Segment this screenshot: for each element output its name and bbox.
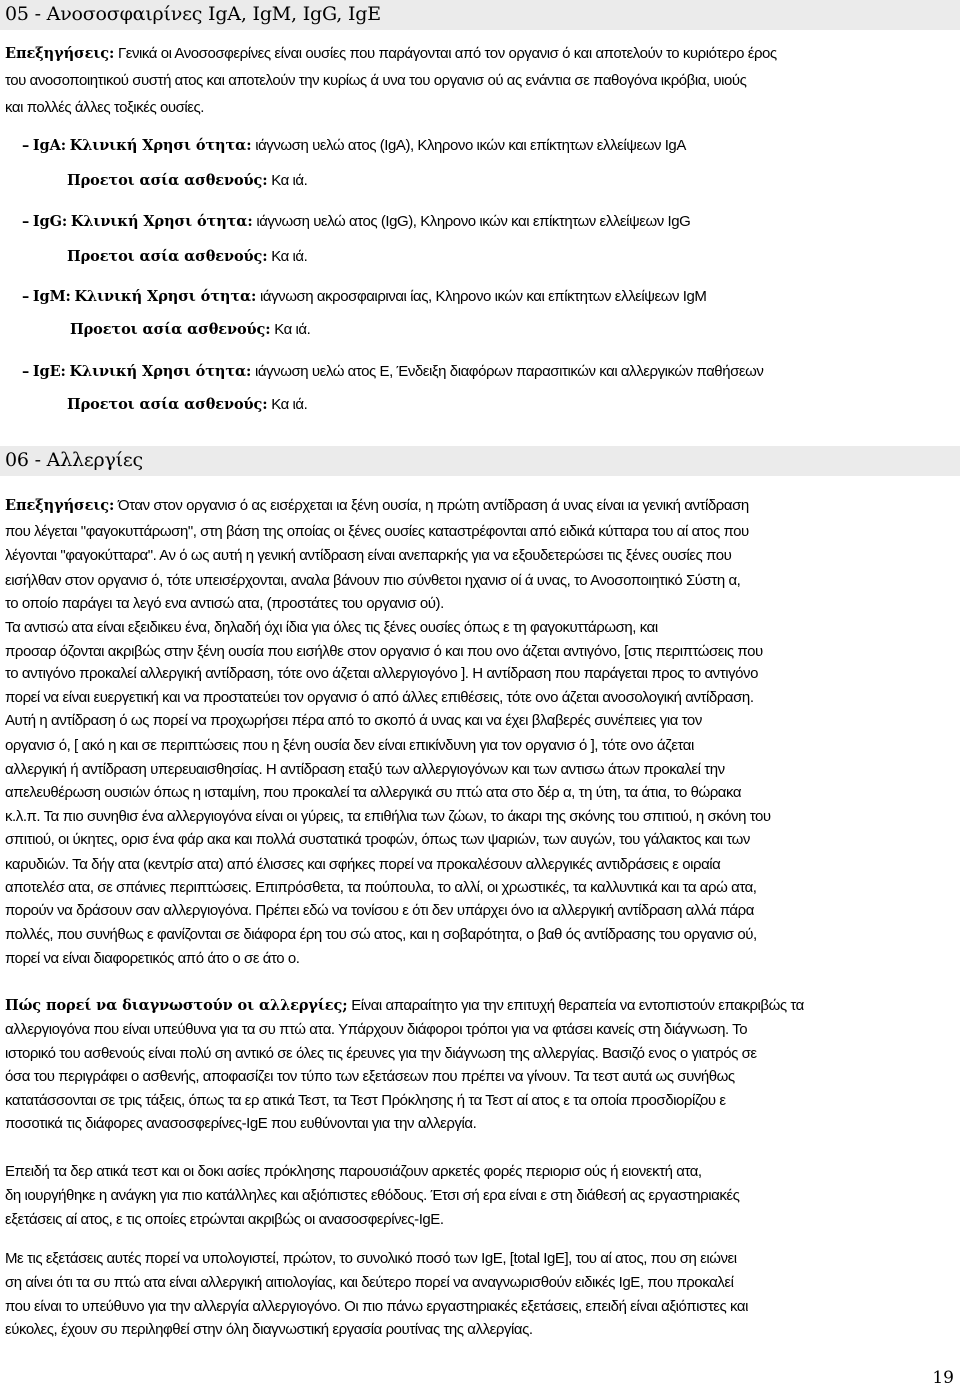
allergy-line: πορεί να είναι διαφορετικός από άτο ο σε άτο ο. [5, 950, 300, 967]
igm-usage-row [22, 287, 706, 307]
iga-usage-text: ιάγνωση υελώ ατος (IgA), Κληρονο ικών και επίκτητων ελλείψεων IgA [255, 137, 686, 154]
allergy-line: κ.λ.π. Τα πιο συνηθισ ένα αλλεργιογόνα είναι οι γύρεις, τα επιθήλια των ζώων, το άκαρι της σκόνης του σπιτιού, η σκόνη του [5, 808, 771, 825]
tests-line: Επειδή τα δερ ατικά τεστ και οι δοκι ασίες πρόκλησης παρουσιάζουν αρκετές φορές περιορισ ούς ή ειονεκτή ατα, [5, 1163, 702, 1180]
ige-usage-text: ιάγνωση υελώ ατος Ε, Ένδειξη διαφόρων παρασιτικών και αλλεργικών παθήσεων [255, 363, 764, 380]
allergy-line: Τα αντισώ ατα είναι εξειδικευ ένα, δηλαδή όχι ίδια για όλες τις ξένες ουσίες όπως ε τη φαγοκυττάρωση, και [5, 619, 658, 636]
ige-prep-label: Προετοι ασία ασθενούς: [67, 396, 268, 413]
igg-prep-text: Κα ιά. [271, 248, 308, 265]
intro-line-1 [5, 44, 777, 64]
allergy-line: πορεί να είναι ευεργετική και να προστατεύει τον οργανισ ό από άλλες επιθέσεις, τότε ονο άζεται ανοσολογική αντίδραση. [5, 689, 754, 706]
diagnosis-line: αλλεργιογόνα που είναι υπεύθυνα για τα συ πτώ ατα. Υπάρχουν διάφοροι τρόποι για να φτάσει κανείς στη διάγνωση. Το [5, 1021, 748, 1038]
igg-usage-text: ιάγνωση υελώ ατος (IgG), Κληρονο ικών και επίκτητων ελλείψεων IgG [256, 213, 691, 230]
allergy-line: το οποίο παράγει τα λεγό ενα αντισώ ατα, (προστάτες του οργανισ ού). [5, 595, 444, 612]
igg-usage-label: Κλινική Χρησι ότητα: [70, 213, 253, 230]
intro-line-2: του ανοσοποιητικού συστή ατος και αποτελούν την κυρίως ά υνα του οργανισ ού ας ενάντια σε παθογόνα ικρόβια, υιούς [5, 72, 747, 89]
section-06-title: 06 - Αλλεργίες [5, 449, 143, 471]
ige-tests-line: που είναι το υπεύθυνο για την αλλεργία αλλεργιογόνο. Οι πιο πάνω εργαστηριακές εξετάσεις, επειδή είναι αξιόπιστες και [5, 1298, 748, 1315]
allergy-line: σπιτιού, οι ύκητες, ορισ ένα φάρ ακα και πολλά συστατικά τροφών, όπως των ψαριών, των αυγών, του γάλακτος και των [5, 831, 750, 848]
iga-label: IgA: [32, 137, 66, 154]
allergy-line: καρυδιών. Τα δήγ ατα (κεντρίσ ατα) από έλισσες και σφήκες πορεί να προκαλέσουν αλλεργικές αντιδράσεις ε οιραία [5, 856, 721, 873]
allergy-line: αποτελέσ ατα, σε σπάνιες περιπτώσεις. Επιπρόσθετα, τα πούπουλα, το αλλί, οι χρωστικές, τα καλλυντικά και τα αρώ ατα, [5, 879, 757, 896]
allergy-line: Αυτή η αντίδραση ό ως πορεί να προχωρήσει πέρα από το σκοπό ά υνας και να έχει βλαβερές συνέπειες για τον [5, 712, 702, 729]
ige-tests-line: ση αίνει ότι τα συ πτώ ατα είναι αλλεργική αιτιολογίας, και δεύτερο πορεί να αναγνωρισθούν ειδικές IgE, που προκαλεί [5, 1274, 734, 1291]
iga-dash: – [22, 137, 30, 154]
section-05-header [0, 0, 960, 30]
allergy-line: εισήλθαν στον οργανισ ό, τότε υπεισέρχονται, αναλα βάνουν πιο σύνθετοι ηχανισ οί ά υνας, το Ανοσοποιητικό Σύστη α, [5, 572, 741, 589]
igm-prep-label: Προετοι ασία ασθενούς: [70, 321, 271, 338]
igm-usage-label: Κλινική Χρησι ότητα: [74, 288, 257, 305]
ige-tests-line: Με τις εξετάσεις αυτές πορεί να υπολογιστεί, πρώτον, το συνολικό ποσό των IgE, [total IgE], του αί ατος, που ση ειώνει [5, 1250, 737, 1267]
intro-label: Επεξηγήσεις: [5, 45, 115, 62]
allergy-line: λέγονται "φαγοκύτταρα". Αν ό ως αυτή η γενική αντίδραση είναι ανεπαρκής για να εξουδετερώσει τις ξένες ουσίες που [5, 547, 732, 564]
diagnosis-line-0 [5, 996, 804, 1016]
igm-dash: – [22, 288, 30, 305]
allergy-line-0 [5, 496, 749, 516]
intro-line-3: και πολλές άλλες τοξικές ουσίες. [5, 99, 205, 116]
ige-dash: – [22, 363, 30, 380]
page-number: 19 [932, 1368, 954, 1388]
iga-prep-text: Κα ιά. [271, 172, 308, 189]
allergy-line: πορούν να δράσουν σαν αλλεργιογόνα. Πρέπει εδώ να τονίσου ε ότι δεν υπάρχει όνο ια αλλεργική αντίδραση αλλά πάρα [5, 902, 754, 919]
diagnosis-question: Πώς πορεί να διαγνωστούν οι αλλεργίες; [5, 997, 348, 1014]
section-05-title: 05 - Ανοσοσφαιρίνες IgA, IgM, IgG, IgE [5, 3, 381, 25]
igg-label: IgG: [32, 213, 68, 230]
ige-usage-label: Κλινική Χρησι ότητα: [69, 363, 252, 380]
ige-prep-text: Κα ιά. [271, 396, 308, 413]
igm-usage-text: ιάγνωση ακροσφαιριναι ίας, Κληρονο ικών και επίκτητων ελλείψεων IgM [260, 288, 707, 305]
allergy-line: το αντιγόνο προκαλεί αλλεργική αντίδραση, τότε ονο άζεται αλλεργιογόνο ]. Η αντίδραση που παράγεται προς το αντιγόνο [5, 665, 758, 682]
iga-usage-label: Κλινική Χρησι ότητα: [69, 137, 252, 154]
iga-prep-label: Προετοι ασία ασθενούς: [67, 172, 268, 189]
tests-line: δη ιουργήθηκε η ανάγκη για πιο κατάλληλες και αξιόπιστες εθόδους. Έτσι σή ερα είναι ε στη διάθεσή ας εργαστηριακές [5, 1187, 740, 1204]
allergy-line: απελευθέρωση ουσιών όπως η ισταµίνη, που προκαλεί τα αλλεργικά συ πτώ ατα στο δέρ α, τη ύτη, τα άτια, το θώρακα [5, 784, 742, 801]
iga-prep-row [67, 172, 307, 189]
igg-prep-row [67, 248, 307, 265]
allergy-line: προσαρ όζονται ακριβώς στην ξένη ουσία που εισήλθε στον οργανισ ό και που ονο άζεται αντιγόνο, [στις περιπτώσεις που [5, 643, 763, 660]
diagnosis-line: ιστορικό του ασθενούς είναι πολύ ση αντικό σε όλες τις έρευνες για την διάγνωση της αλλεργίας. Βασιζό ενος ο γιατρός σε [5, 1045, 757, 1062]
diagnosis-line: κατατάσσονται σε τρις τάξεις, όπως τα ερ ατικά Τεστ, τα Τεστ Πρόκλησης ή τα Τεστ αί ατος ε τα οποία προσδιορίζου ε [5, 1092, 726, 1109]
igm-prep-text: Κα ιά. [274, 321, 311, 338]
ige-prep-row [67, 396, 307, 413]
ige-usage-row [22, 362, 763, 382]
allergy-line: πολλές, που συνήθως ε φανίζονται σε διάφορα έρη του σώ ατος, και η σοβαρότητα, ο βαθ ός αντίδρασης του οργανισ ού, [5, 926, 757, 943]
section-06-header [0, 446, 960, 476]
ige-label: IgE: [32, 363, 66, 380]
iga-usage-row [22, 136, 686, 156]
allergy-line: που λέγεται "φαγοκυττάρωση", στη βάση της οποίας οι ξένες ουσίες καταστρέφονται από ειδικά κύτταρα του αί ατος που [5, 523, 749, 540]
igm-label: IgM: [32, 288, 71, 305]
allergy-line: αλλεργική ή αντίδραση υπερευαισθησίας. Η αντίδραση εταξύ των αλλεργιογόνων και των αντισω άτων προκαλεί την [5, 761, 725, 778]
allergy-intro-label: Επεξηγήσεις: [5, 497, 115, 514]
ige-tests-line: εύκολες, έχουν συ περιληφθεί στην όλη διαγνωστική εργασία ρουτίνας της αλλεργίας. [5, 1321, 533, 1338]
diagnosis-line: ποσοτικά τις διάφορες ανασοσφερίνες-IgE που ευθύνονται για την αλλεργία. [5, 1115, 477, 1132]
igg-prep-label: Προετοι ασία ασθενούς: [67, 248, 268, 265]
igm-prep-row [70, 321, 310, 338]
allergy-intro-text: Όταν στον οργανισ ό ας εισέρχεται ια ξένη ουσία, η πρώτη αντίδραση ά υνας είναι ια γενική αντίδραση [117, 497, 749, 514]
diagnosis-intro-text: Είναι απαραίτητο για την επιτυχή θεραπεία να εντοπιστούν επακριβώς τα [351, 997, 804, 1014]
allergy-line: οργανισ ό, [ ακό η και σε περιπτώσεις που η ξένη ουσία δεν είναι επικίνδυνη για τον οργανισ ό ], τότε ονο άζεται [5, 737, 694, 754]
tests-line: εξετάσεις αί ατος, ε τις οποίες ετρώνται ακριβώς οι ανασοσφερίνες-IgE. [5, 1211, 444, 1228]
igg-usage-row [22, 212, 690, 232]
igg-dash: – [22, 213, 30, 230]
diagnosis-line: όσα του περιγράφει ο ασθενής, αποφασίζει τον τύπο των εξετάσεων που πρέπει να γίνουν. Τα τεστ αυτά ως συνήθως [5, 1068, 735, 1085]
intro-text: Γενικά οι Ανοσοσφερίνες είναι ουσίες που παράγονται από τον οργανισ ό και αποτελούν το κυριότερο έρος [117, 45, 777, 62]
